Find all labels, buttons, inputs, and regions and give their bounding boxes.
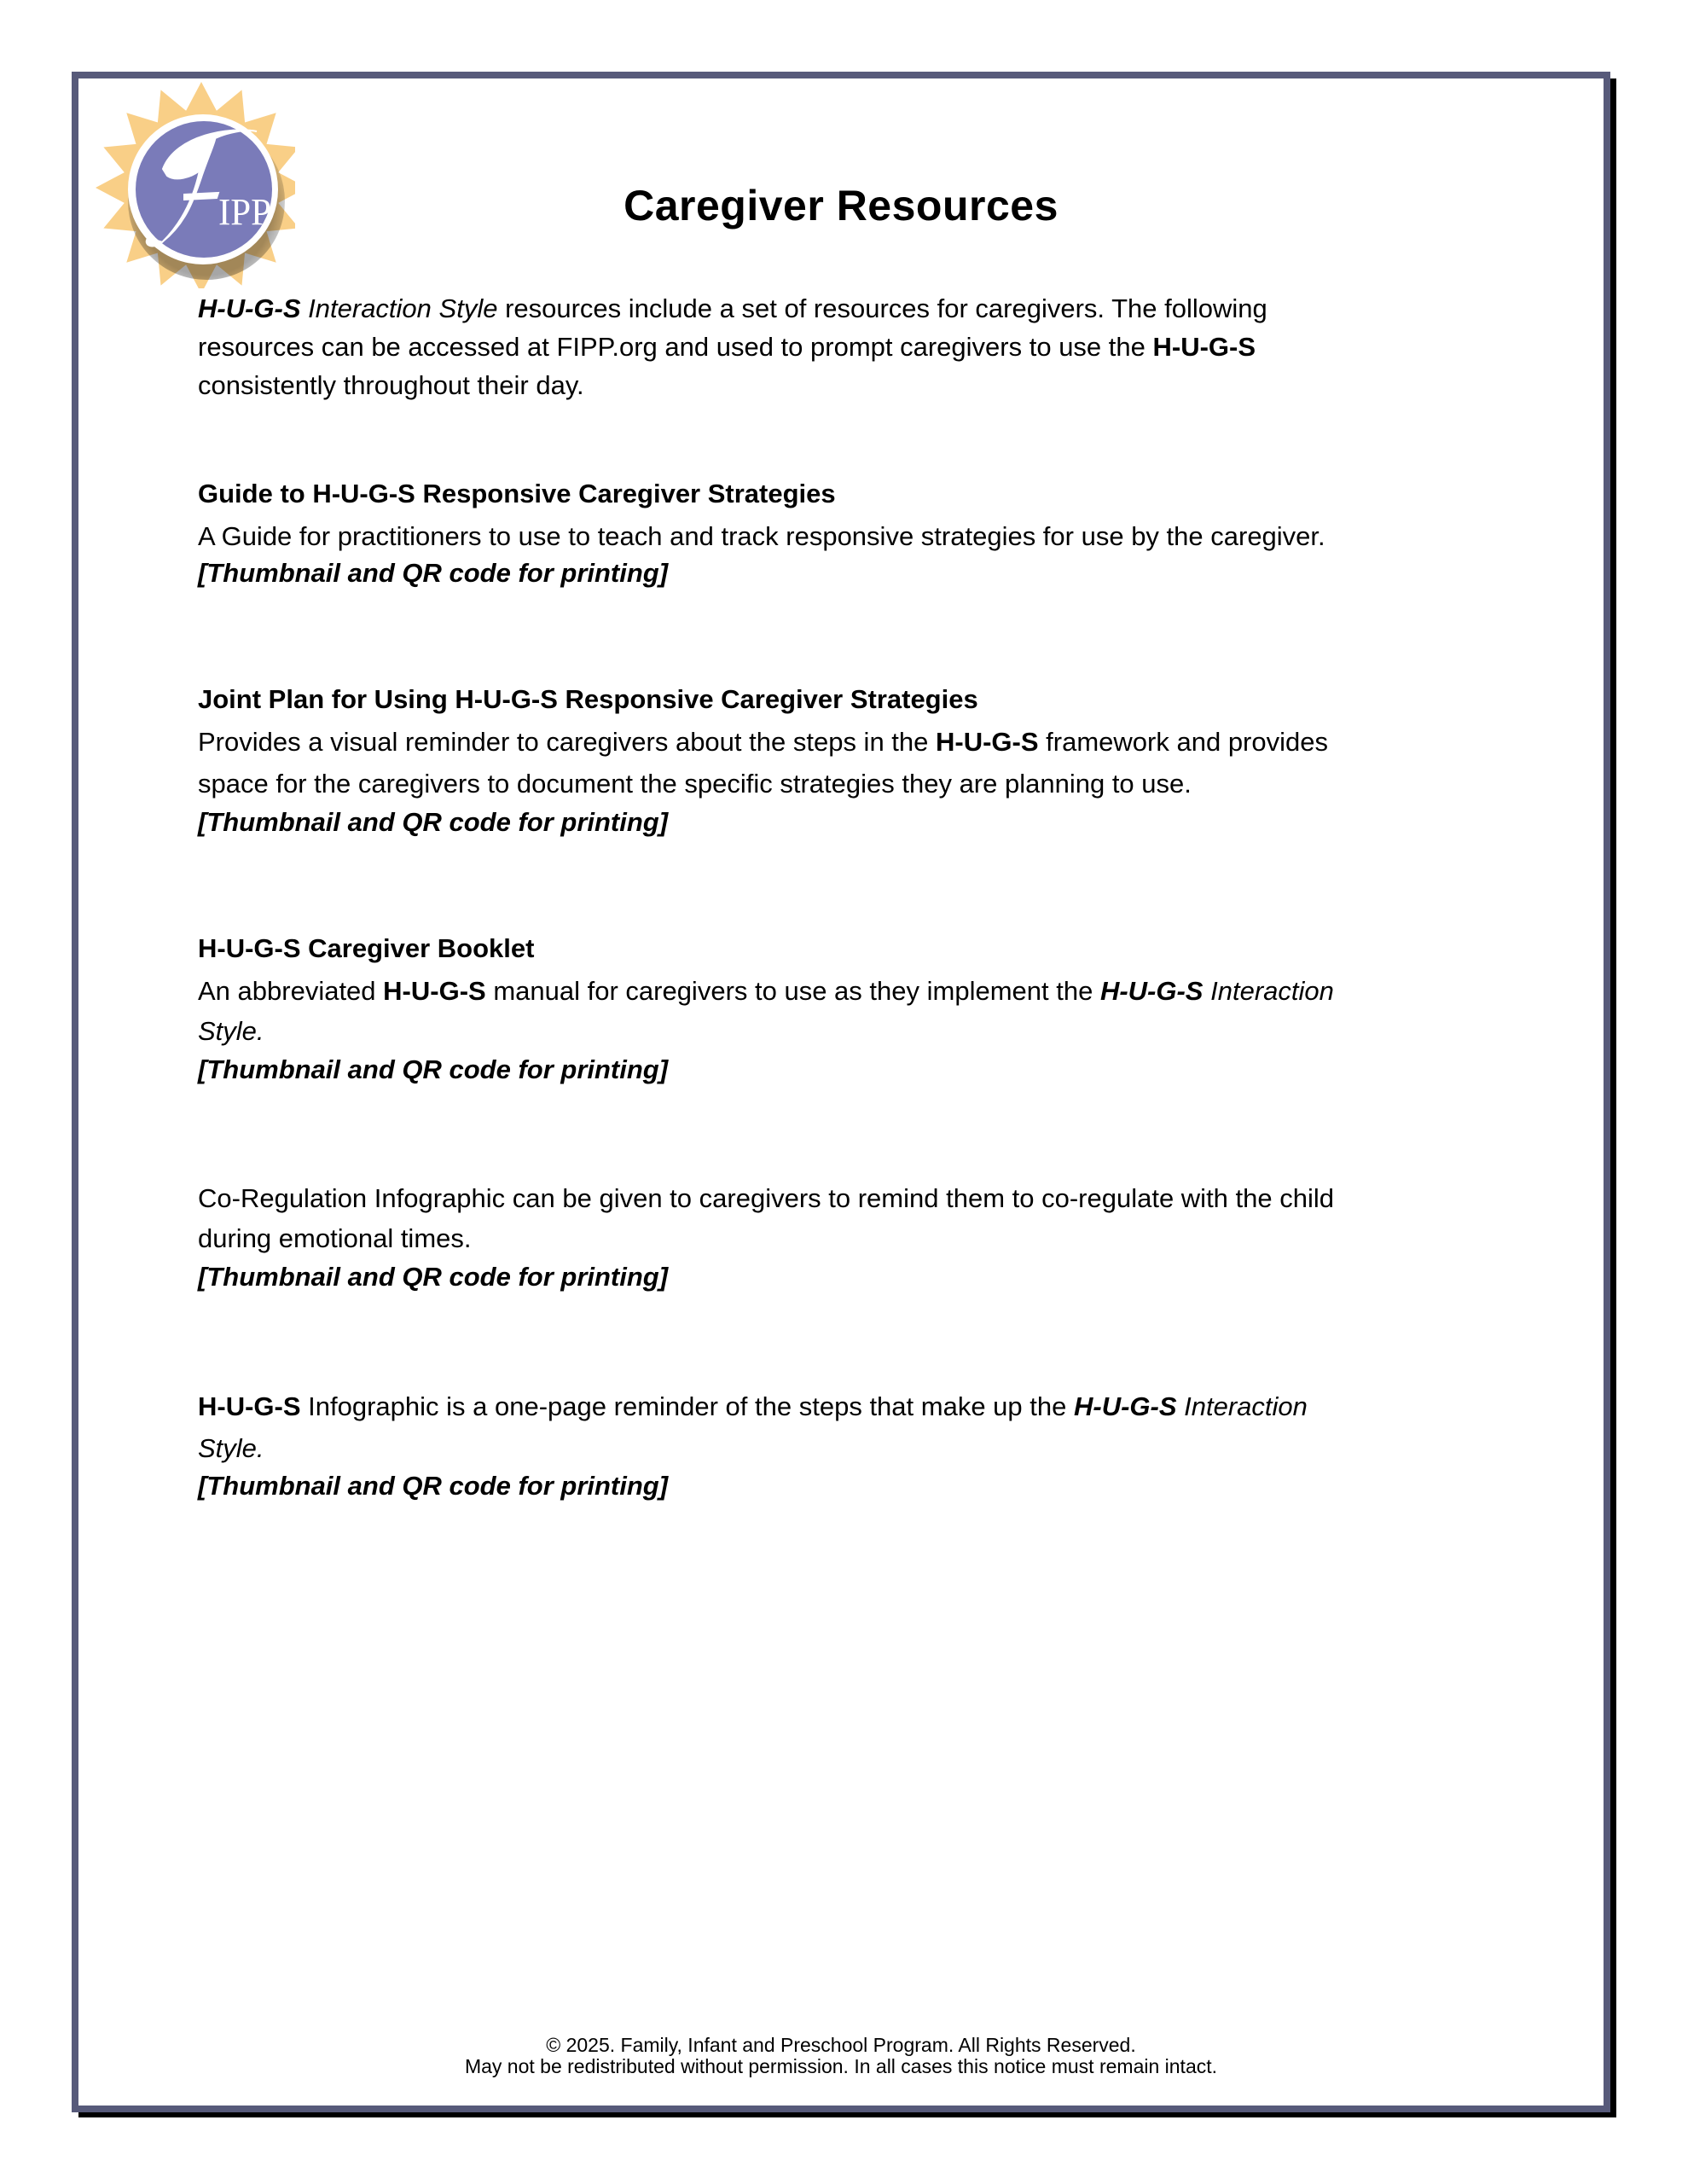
- interaction-style-term: Interaction: [1176, 1391, 1308, 1421]
- interaction-style-term: Interaction Style: [300, 293, 498, 323]
- description-text: framework and provides: [1038, 727, 1328, 757]
- fipp-logo: [82, 75, 295, 288]
- resource-description-line-2: Style.: [198, 1016, 264, 1046]
- intro-text: resources can be accessed at FIPP.org and used to prompt caregivers to use the: [198, 332, 1153, 362]
- resource-heading: Joint Plan for Using H-U-G-S Responsive Caregiver Strategies: [198, 684, 978, 714]
- hugs-term: H-U-G-S: [198, 293, 301, 323]
- page-title: Caregiver Resources: [624, 182, 1058, 229]
- logo-ipp-text: IPP: [218, 191, 271, 233]
- resource-heading: Guide to H-U-G-S Responsive Caregiver Strategies: [198, 479, 836, 508]
- hugs-term: H-U-G-S: [1073, 1391, 1177, 1421]
- resource-description-line-2: space for the caregivers to document the specific strategies they are planning to use.: [198, 769, 1192, 799]
- resource-heading: H-U-G-S Caregiver Booklet: [198, 933, 535, 963]
- resource-description-line-1: [198, 729, 1328, 755]
- description-text: Infographic is a one-page reminder of the steps that make up the: [300, 1391, 1074, 1421]
- redistribution-notice: May not be redistributed without permission. In all cases this notice must remain intact.: [464, 2055, 1218, 2077]
- intro-text: resources include a set of resources for caregivers. The following: [497, 293, 1267, 323]
- hugs-term: H-U-G-S: [383, 976, 486, 1006]
- resource-description-line-2: during emotional times.: [198, 1223, 472, 1253]
- thumbnail-qr-note: [Thumbnail and QR code for printing]: [198, 1471, 669, 1501]
- resource-description-line-2: Style.: [198, 1433, 264, 1463]
- thumbnail-qr-note: [Thumbnail and QR code for printing]: [198, 1262, 669, 1292]
- resource-description: A Guide for practitioners to use to teach and track responsive strategies for use by the caregiver.: [198, 521, 1325, 551]
- intro-line-1: [198, 295, 1267, 322]
- interaction-style-term: Interaction: [1203, 976, 1334, 1006]
- hugs-term: H-U-G-S: [1152, 332, 1256, 362]
- hugs-term: H-U-G-S: [198, 1391, 301, 1421]
- thumbnail-qr-note: [Thumbnail and QR code for printing]: [198, 558, 669, 588]
- resource-description-line-1: [198, 1393, 1308, 1420]
- resource-description-line-1: Co-Regulation Infographic can be given to caregivers to remind them to co-regulate with the child: [198, 1183, 1335, 1213]
- thumbnail-qr-note: [Thumbnail and QR code for printing]: [198, 807, 669, 837]
- description-text: An abbreviated: [198, 976, 384, 1006]
- hugs-term: H-U-G-S: [1099, 976, 1204, 1006]
- description-text: Provides a visual reminder to caregivers about the steps in the: [198, 727, 937, 757]
- description-text: manual for caregivers to use as they implement the: [485, 976, 1100, 1006]
- copyright-notice: © 2025. Family, Infant and Preschool Program. All Rights Reserved.: [546, 2034, 1136, 2056]
- hugs-term: H-U-G-S: [936, 727, 1039, 757]
- intro-line-3: consistently throughout their day.: [198, 370, 584, 400]
- resource-description-line-1: [198, 978, 1334, 1004]
- intro-line-2: [198, 334, 1256, 360]
- thumbnail-qr-note: [Thumbnail and QR code for printing]: [198, 1054, 669, 1084]
